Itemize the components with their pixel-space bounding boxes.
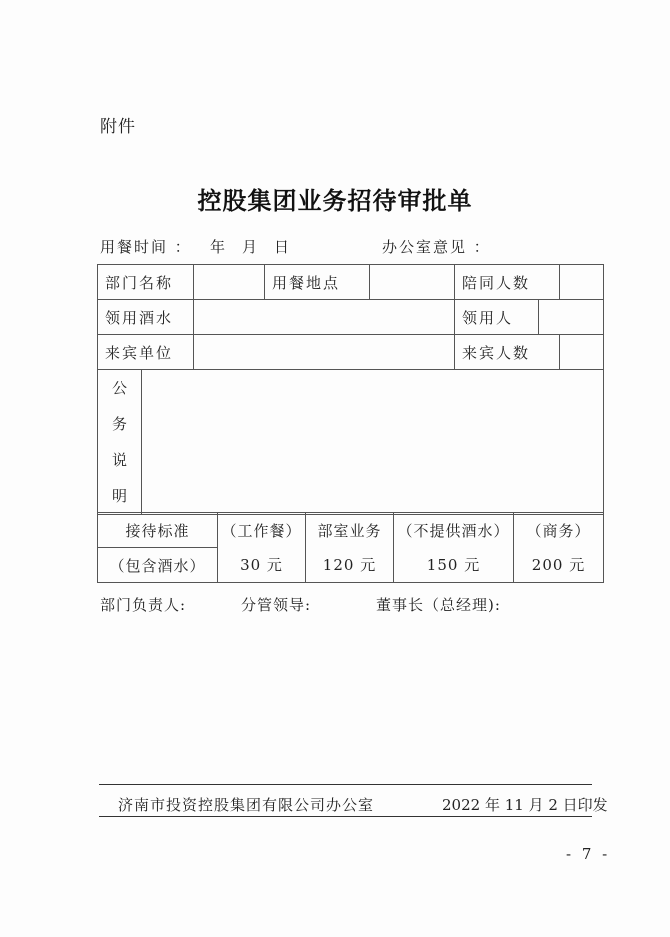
document-title: 控股集团业务招待审批单 (197, 186, 473, 215)
guest-count-label: 来宾人数 (455, 335, 560, 370)
attachment-label: 附件 (100, 117, 136, 137)
month-label: 月 (242, 238, 260, 256)
approval-form-table (97, 264, 604, 515)
standard-work-meal: （工作餐） 30 元 (218, 513, 306, 583)
liquor-used-field[interactable] (194, 300, 455, 335)
companions-field[interactable] (560, 265, 604, 300)
guest-unit-field[interactable] (194, 335, 455, 370)
companions-label: 陪同人数 (455, 265, 560, 300)
footer-top-rule (99, 784, 592, 785)
leader-signature: 分管领导: (241, 596, 312, 614)
year-label: 年 (210, 238, 228, 256)
receiver-field[interactable] (539, 300, 603, 334)
department-name-field[interactable] (194, 265, 265, 300)
standard-dept-business: 部室业务 120 元 (306, 513, 394, 583)
liquor-used-label: 领用酒水 (98, 300, 194, 335)
standard-commercial: （商务） 200 元 (514, 513, 604, 583)
footer-bottom-rule (99, 816, 592, 817)
business-desc-char: 务 (111, 415, 127, 433)
guest-count-field[interactable] (560, 335, 604, 370)
department-name-label: 部门名称 (98, 265, 194, 300)
dept-head-signature: 部门负责人: (100, 596, 187, 614)
standard-label-sub: （包含酒水） (98, 548, 218, 583)
receiver-label: 领用人 (455, 300, 539, 334)
meal-time-label: 用餐时间 ： (100, 238, 192, 256)
business-desc-char: 公 (111, 379, 127, 397)
business-desc-field[interactable] (142, 370, 604, 515)
business-desc-char: 明 (111, 487, 127, 505)
standard-no-liquor: （不提供酒水） 150 元 (394, 513, 514, 583)
standard-label: 接待标准 (98, 513, 218, 548)
office-opinion-label: 办公室意见 ： (382, 238, 491, 256)
dining-location-field[interactable] (370, 265, 455, 300)
chairman-signature: 董事长（总经理): (376, 596, 501, 614)
business-desc-label (98, 370, 142, 515)
issuer-name: 济南市投资控股集团有限公司办公室 (118, 796, 375, 814)
reception-standard-table (97, 512, 604, 583)
page-number: - 7 - (566, 845, 611, 863)
business-desc-char: 说 (111, 451, 127, 469)
guest-unit-label: 来宾单位 (98, 335, 194, 370)
issue-date: 2022 年 11 月 2 日印发 (442, 796, 608, 814)
day-label: 日 (274, 238, 292, 256)
dining-location-label: 用餐地点 (265, 265, 370, 300)
